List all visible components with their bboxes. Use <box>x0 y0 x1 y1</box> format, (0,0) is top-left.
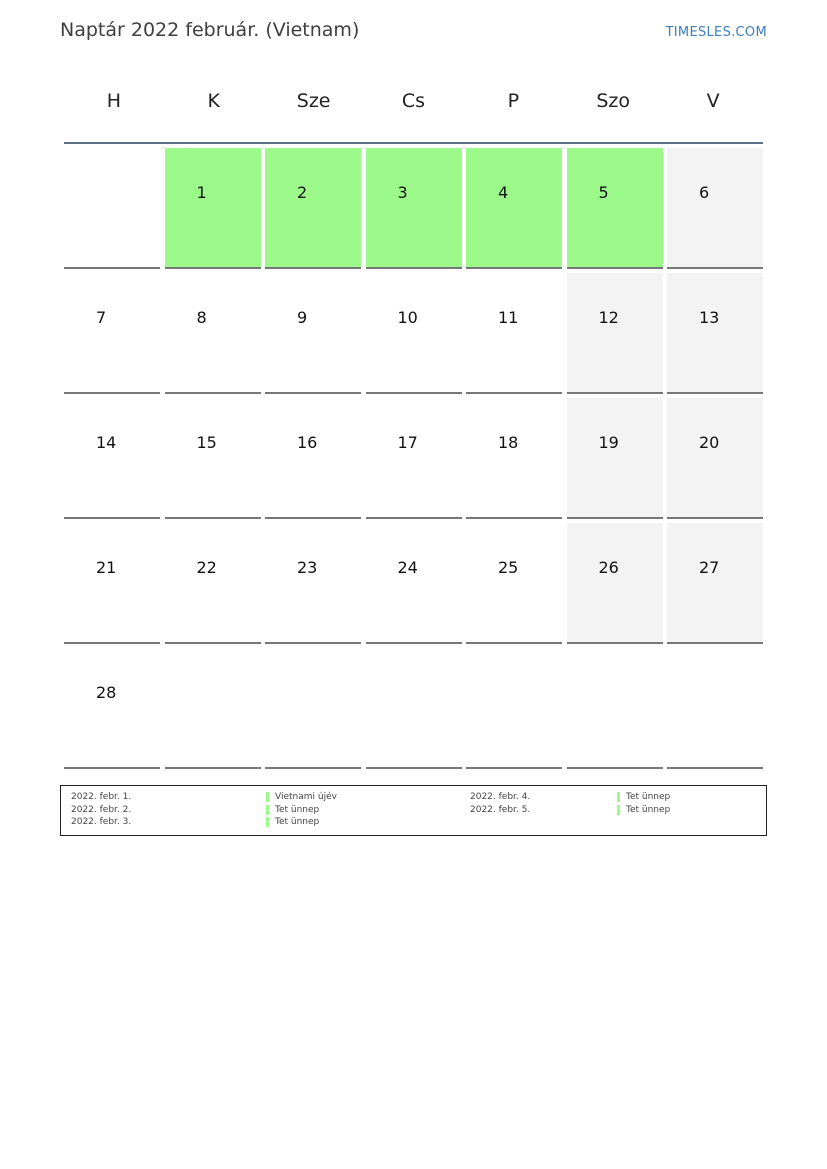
legend-date: 2022. febr. 2. <box>71 804 132 815</box>
day-cell <box>567 148 663 269</box>
day-cell <box>466 273 562 394</box>
day-number: 19 <box>598 433 619 452</box>
day-cell-empty <box>64 148 160 269</box>
day-cell <box>567 523 663 644</box>
day-cell <box>165 398 261 519</box>
day-cell <box>667 148 763 269</box>
day-cell <box>165 273 261 394</box>
weekday-fri: P <box>507 90 520 112</box>
day-number: 14 <box>96 433 117 452</box>
day-cell <box>466 523 562 644</box>
legend-holiday-name: Tet ünnep <box>617 805 670 815</box>
weekday-tue: K <box>207 90 220 112</box>
legend-holiday-name: Vietnami újév <box>266 792 337 802</box>
day-number: 17 <box>397 433 418 452</box>
calendar-grid <box>64 148 763 769</box>
day-number: 6 <box>699 183 710 202</box>
day-cell-empty <box>667 648 763 769</box>
day-cell <box>64 273 160 394</box>
weekday-mon: H <box>106 90 122 112</box>
legend-holiday-name: Tet ünnep <box>266 805 319 815</box>
day-cell <box>667 523 763 644</box>
legend-holiday-name: Tet ünnep <box>617 792 670 802</box>
day-number: 5 <box>598 183 609 202</box>
weekday-wed: Sze <box>296 90 331 112</box>
day-cell-empty <box>265 648 361 769</box>
day-number: 12 <box>598 308 619 327</box>
day-number: 28 <box>96 683 117 702</box>
day-number: 23 <box>297 558 318 577</box>
day-cell <box>567 273 663 394</box>
legend-date: 2022. febr. 3. <box>71 817 132 827</box>
day-cell <box>667 273 763 394</box>
day-number: 27 <box>699 558 720 577</box>
day-number: 26 <box>598 558 619 577</box>
day-number: 15 <box>196 433 217 452</box>
day-cell-empty <box>466 648 562 769</box>
day-cell <box>667 398 763 519</box>
day-number: 1 <box>196 183 207 202</box>
day-cell <box>165 148 261 269</box>
day-number: 4 <box>498 183 509 202</box>
site-link[interactable]: TIMESLES.COM <box>665 25 767 40</box>
day-number: 13 <box>699 308 720 327</box>
day-cell <box>64 398 160 519</box>
legend-date: 2022. febr. 4. <box>470 792 531 802</box>
legend-date: 2022. febr. 5. <box>470 804 531 815</box>
weekday-header <box>64 90 763 112</box>
day-number: 22 <box>196 558 217 577</box>
day-cell-empty <box>366 648 462 769</box>
day-number: 9 <box>297 308 308 327</box>
holiday-legend <box>60 785 767 836</box>
day-number: 2 <box>297 183 308 202</box>
day-number: 10 <box>397 308 418 327</box>
day-number: 7 <box>96 308 107 327</box>
day-cell <box>64 648 160 769</box>
weekday-sat: Szo <box>596 90 631 112</box>
day-number: 18 <box>498 433 519 452</box>
day-cell <box>366 523 462 644</box>
day-cell <box>165 523 261 644</box>
day-cell <box>265 273 361 394</box>
day-cell-empty <box>567 648 663 769</box>
day-cell <box>265 523 361 644</box>
day-cell <box>366 398 462 519</box>
day-number: 21 <box>96 558 117 577</box>
day-number: 16 <box>297 433 318 452</box>
day-number: 11 <box>498 308 519 327</box>
day-number: 20 <box>699 433 720 452</box>
day-number: 3 <box>397 183 408 202</box>
day-cell <box>64 523 160 644</box>
day-cell <box>466 148 562 269</box>
day-cell <box>567 398 663 519</box>
weekday-sun: V <box>706 90 720 112</box>
day-number: 8 <box>196 308 207 327</box>
day-cell <box>265 148 361 269</box>
legend-date: 2022. febr. 1. <box>71 792 132 802</box>
day-cell <box>466 398 562 519</box>
weekday-thu: Cs <box>401 90 426 112</box>
day-cell <box>265 398 361 519</box>
day-number: 24 <box>397 558 418 577</box>
day-cell <box>366 273 462 394</box>
page-title: Naptár 2022 február. (Vietnam) <box>60 19 360 41</box>
legend-holiday-name: Tet ünnep <box>266 817 319 827</box>
day-cell <box>366 148 462 269</box>
day-number: 25 <box>498 558 519 577</box>
day-cell-empty <box>165 648 261 769</box>
header-divider <box>64 142 763 144</box>
